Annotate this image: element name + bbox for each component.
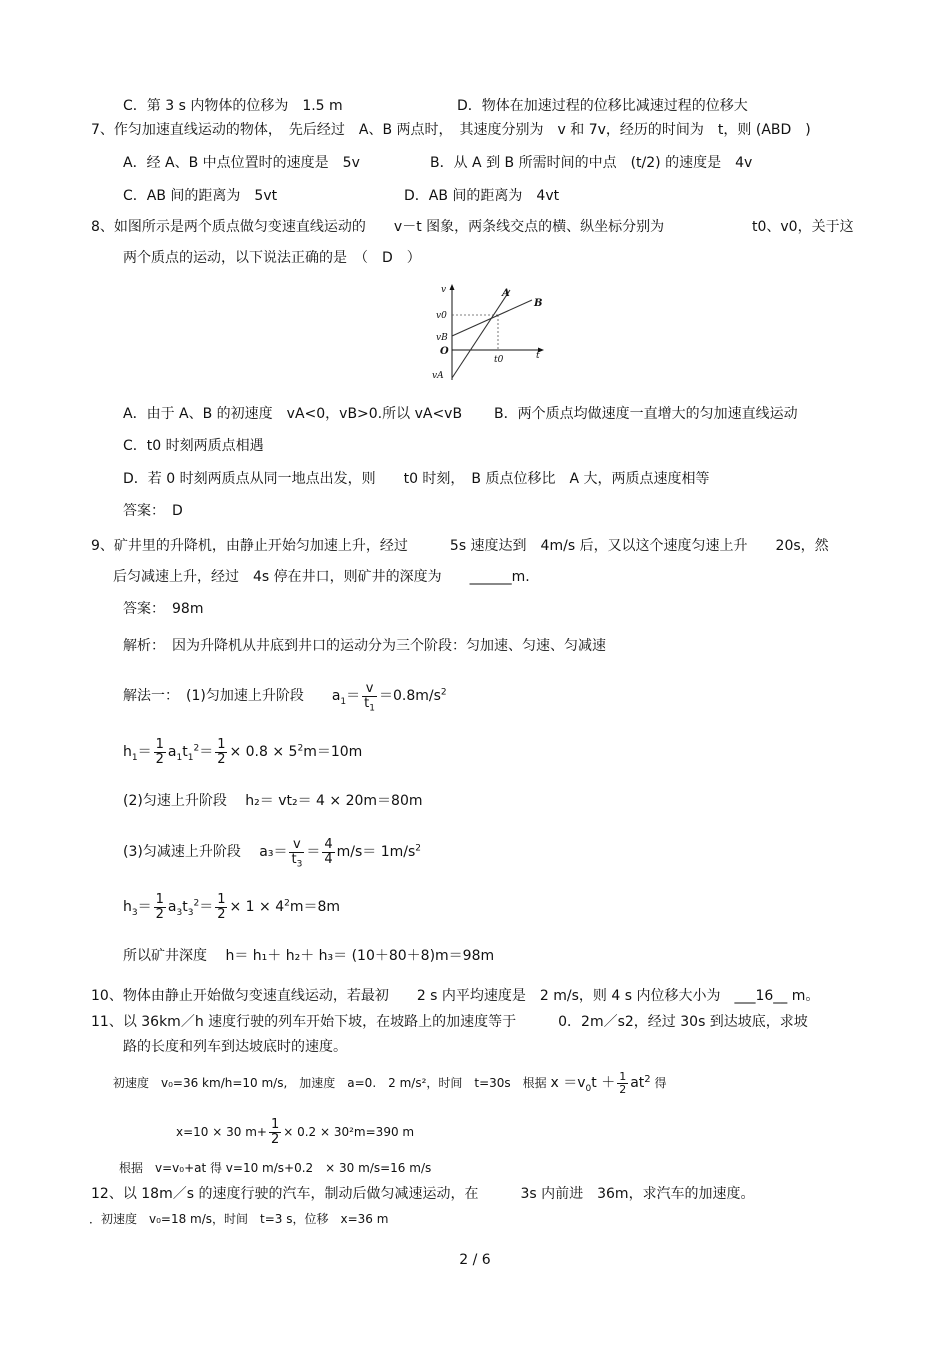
q11-sol1: 初速度 v₀=36 km/h=10 m/s, 加速度 a=0. 2 m/s²，时间 t=30s 根据 xyxy=(113,1076,547,1090)
line-b xyxy=(452,300,532,336)
q11-sol1-end: 得 xyxy=(654,1076,667,1090)
q8-option-a: A．由于 A、B 的初速度 vA<0，vB>0.所以 vA<vB xyxy=(123,406,463,422)
q9-h3-tail: m＝8m xyxy=(289,899,341,915)
graph-label-origin: O xyxy=(440,346,449,357)
page-number: 2 / 6 xyxy=(459,1252,491,1268)
q6-option-d: D．物体在加速过程的位移比减速过程的位移大 xyxy=(457,98,748,114)
q7-option-d: D．AB 间的距离为 4vt xyxy=(404,188,560,204)
q7-option-b: B．从 A 到 B 所需时间的中点 (t/2) 的速度是 4v xyxy=(430,155,753,171)
q9-stage3-label: (3)匀减速上升阶段 a₃＝ xyxy=(123,844,288,860)
q9-method1-label: 解法一： (1)匀加速上升阶段 a xyxy=(123,688,341,704)
q9-h3: $h_3=$ $\frac{1}{2}$ $a_3t_3^2=$ $\frac{1}{2}$ × $1 \times 4^2m=8m$ xyxy=(123,891,341,922)
q9-answer: 答案： 98m xyxy=(123,601,204,617)
q8-option-c: C．t0 时刻两质点相遇 xyxy=(123,438,264,454)
q9-a3-mid: m/s＝ 1m/s xyxy=(336,844,416,860)
q8-stem-line2: 两个质点的运动，以下说法正确的是 （ D ） xyxy=(123,250,421,266)
q8-answer: 答案： D xyxy=(123,503,183,519)
half-fraction: $\frac{1}{2}$ xyxy=(155,736,164,767)
q8-stem-line1: 8、如图所示是两个质点做匀变速直线运动的 v－t 图象，两条线交点的横、纵坐标分别为 xyxy=(91,219,665,235)
q11-sol2-head: x=10 × 30 m+ xyxy=(176,1125,267,1139)
q9-h1: $h_1=$ $\frac{1}{2}$ $a_1t_1^2=$ $\frac{1}{2}$ × $0.8 \times 5^2m=10m$ xyxy=(123,736,363,767)
q8-option-d: D．若 0 时刻两质点从同一地点出发，则 t0 时刻， B 质点位移比 A 大，两质点速度相等 xyxy=(123,471,710,487)
half-fraction: $\frac{1}{2}$ xyxy=(155,891,164,922)
graph-label-v: v xyxy=(441,285,447,295)
v-t-graph xyxy=(420,282,550,386)
graph-label-va: vA xyxy=(432,371,444,381)
q9-stage3: (3)匀减速上升阶段 a₃＝ $\frac{v}{t_3}$ ＝ $\frac{4}{4}$ $m/s= 1m/s^2$ xyxy=(123,836,421,870)
graph-label-t: t xyxy=(536,351,540,361)
graph-label-b: B xyxy=(534,298,543,309)
q11-solution-line3: 根据 v=v₀+at 得 v=10 m/s+0.2 × 30 m/s=16 m/s xyxy=(119,1161,432,1175)
q11-solution-line1: 初速度 v₀=36 km/h=10 m/s, 加速度 a=0. 2 m/s²，时间 t=30s 根据 $x =v_0t$ ＋ $\frac{1}{2}$ $at^2$ 得 xyxy=(113,1070,667,1096)
q7-option-c: C．AB 间的距离为 5vt xyxy=(123,188,278,204)
q7-stem: 7、作匀加速直线运动的物体， 先后经过 A、B 两点时， 其速度分别为 v 和 7v，经历的时间为 t，则 (ABD ) xyxy=(91,122,811,138)
half-fraction: $\frac{1}{2}$ xyxy=(270,1117,280,1147)
q9-depth: 所以矿井深度 h＝ h₁＋ h₂＋ h₃＝ (10＋80＋8)m＝98m xyxy=(123,948,495,964)
q11-formula-tail: at xyxy=(630,1075,645,1091)
q11-sol2-tail: × 0.2 × 30²m=390 m xyxy=(283,1125,415,1139)
graph-label-vb: vB xyxy=(436,333,448,343)
q8-option-b: B．两个质点均做速度一直增大的匀加速直线运动 xyxy=(494,406,798,422)
q11-stem-line1: 11、以 36km／h 速度行驶的列车开始下坡，在坡路上的加速度等于 0．2m／s2，经过 30s 到达坡底，求坡 xyxy=(91,1014,808,1030)
q9-stem-line2: 后匀减速上升，经过 4s 停在井口，则矿井的深度为 ______m. xyxy=(113,569,530,585)
half-fraction: $\frac{1}{2}$ xyxy=(619,1070,627,1096)
q12-stem: 12、以 18m／s 的速度行驶的汽车，制动后做匀减速运动，在 3s 内前进 36m，求汽车的加速度。 xyxy=(91,1186,755,1202)
q9-analysis: 解析： 因为升降机从井底到井口的运动分为三个阶段：匀加速、匀速、匀减速 xyxy=(123,638,606,654)
half-fraction: $\frac{1}{2}$ xyxy=(217,736,226,767)
graph-label-v0: v0 xyxy=(436,311,447,321)
graph-label-a: A xyxy=(502,288,510,299)
q9-h3-result: × 1 × 4 xyxy=(229,899,285,915)
q9-method1: 解法一： (1)匀加速上升阶段 $a_1=$ $\frac{v}{t_1}$ $=0.8m/s^2$ xyxy=(123,680,447,714)
four-over-four-fraction: $\frac{4}{4}$ xyxy=(324,836,333,867)
q9-h1-tail: m＝10m xyxy=(303,744,363,760)
v-axis-arrow xyxy=(450,284,455,290)
q11-solution-line2 xyxy=(176,1115,414,1149)
q9-a1-result: ＝0.8m/s xyxy=(379,688,441,704)
v-over-t1-fraction: $\frac{v}{t_1}$ xyxy=(364,680,375,714)
q9-stem-line1: 9、矿井里的升降机，由静止开始匀加速上升，经过 5s 速度达到 4m/s 后，又以这个速度匀速上升 20s，然 xyxy=(91,538,829,554)
q11-stem-line2: 路的长度和列车到达坡底时的速度。 xyxy=(123,1039,347,1055)
q9-stage2: (2)匀速上升阶段 h₂＝ vt₂＝ 4 × 20m＝80m xyxy=(123,793,423,809)
q10-stem: 10、物体由静止开始做匀变速直线运动，若最初 2 s 内平均速度是 2 m/s，则 4 s 内位移大小为 ___16__ m。 xyxy=(91,988,820,1004)
q8-stem-t0: t0、v0，关于这 xyxy=(752,219,854,235)
graph-label-t0: t0 xyxy=(494,355,504,365)
q7-option-a: A．经 A、B 中点位置时的速度是 5v xyxy=(123,155,360,171)
q9-h1-result: × 0.8 × 5 xyxy=(229,744,298,760)
half-fraction: $\frac{1}{2}$ xyxy=(217,891,226,922)
v-over-t3-fraction: $\frac{v}{t_3}$ xyxy=(291,836,303,870)
q6-option-c: C．第 3 s 内物体的位移为 1.5 m xyxy=(123,98,343,114)
q12-solution: ．初速度 v₀=18 m/s，时间 t=3 s，位移 x=36 m xyxy=(89,1212,389,1226)
